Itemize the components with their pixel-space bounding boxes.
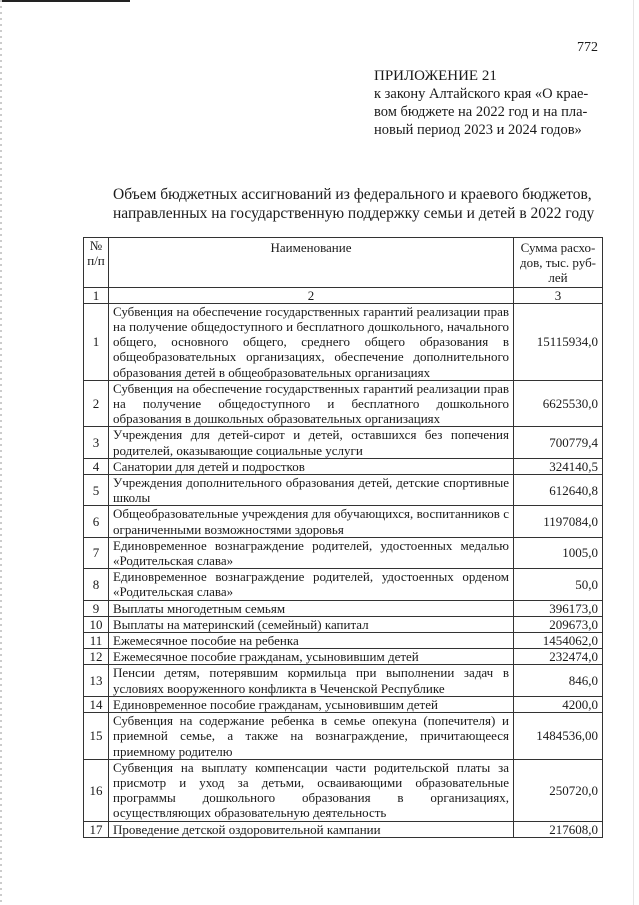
table-row [84, 380, 603, 427]
row-sum: 232474,0 [514, 649, 603, 665]
row-name: Единовременное вознаграждение родителей, удостоенных медалью «Родительская слава» [109, 537, 514, 568]
row-name: Ежемесячное пособие гражданам, усыновившим детей [109, 649, 514, 665]
row-sum: 324140,5 [514, 458, 603, 474]
row-name: Общеобразовательные учреждения для обучающихся, воспитанников с ограниченными возможностями здоровья [109, 506, 514, 537]
row-num: 2 [84, 380, 109, 427]
row-name: Субвенция на обеспечение государственных гарантий реализации прав на получение общедоступного и бесплатного дошкольного образования в дошкольных образовательных организациях [109, 380, 514, 427]
row-num: 6 [84, 506, 109, 537]
row-name: Пенсии детям, потерявшим кормильца при выполнении задач в условиях вооруженного конфликта в Чеченской Республике [109, 665, 514, 696]
table-row [84, 537, 603, 568]
document-title-line: направленных на государственную поддержку семьи и детей в 2022 году [113, 205, 595, 222]
row-num: 10 [84, 616, 109, 632]
allocations-table [83, 237, 603, 838]
table-row [84, 475, 603, 506]
table-row [84, 649, 603, 665]
column-index: 1 [84, 287, 109, 303]
scan-edge-right [633, 0, 634, 905]
row-num: 9 [84, 600, 109, 616]
table-header-row [84, 238, 603, 288]
table-row [84, 821, 603, 837]
row-num: 14 [84, 696, 109, 712]
table-row [84, 633, 603, 649]
appendix-title: ПРИЛОЖЕНИЕ 21 [374, 68, 497, 84]
row-num: 17 [84, 821, 109, 837]
row-num: 3 [84, 427, 109, 458]
document-title [113, 185, 613, 223]
table-row [84, 506, 603, 537]
table-row [84, 569, 603, 600]
row-sum: 250720,0 [514, 759, 603, 821]
row-sum: 1197084,0 [514, 506, 603, 537]
row-sum: 15115934,0 [514, 303, 603, 380]
scan-edge-left [0, 0, 2, 905]
page-number: 772 [577, 40, 598, 55]
appendix-line: вом бюджете на 2022 год и на пла- [374, 104, 588, 120]
header-sum: Сумма расхо-дов, тыс. руб-лей [514, 238, 603, 288]
row-num: 7 [84, 537, 109, 568]
table-row [84, 696, 603, 712]
column-index: 2 [109, 287, 514, 303]
header-name: Наименование [109, 238, 514, 288]
row-name: Санатории для детей и подростков [109, 458, 514, 474]
row-name: Выплаты на материнский (семейный) капитал [109, 616, 514, 632]
header-num: № п/п [84, 238, 109, 288]
scan-edge-top [0, 0, 130, 2]
row-num: 13 [84, 665, 109, 696]
row-num: 5 [84, 475, 109, 506]
table-row [84, 759, 603, 821]
appendix-block [374, 67, 588, 139]
row-sum: 612640,8 [514, 475, 603, 506]
row-num: 4 [84, 458, 109, 474]
row-name: Субвенция на обеспечение государственных гарантий реализации прав на получение общедоступного и бесплатного дошкольного, начального общего, основного общего, среднего общего образования в общеобразовательных организациях, обеспечение дополнительного образования детей в общеобразовательных организациях [109, 303, 514, 380]
row-sum: 4200,0 [514, 696, 603, 712]
table-row [84, 600, 603, 616]
row-num: 8 [84, 569, 109, 600]
row-sum: 6625530,0 [514, 380, 603, 427]
row-num: 16 [84, 759, 109, 821]
row-num: 12 [84, 649, 109, 665]
appendix-line: к закону Алтайского края «О крае- [374, 86, 589, 102]
row-name: Учреждения для детей-сирот и детей, оставшихся без попечения родителей, оказывающие социальные услуги [109, 427, 514, 458]
row-sum: 50,0 [514, 569, 603, 600]
table-row [84, 427, 603, 458]
row-name: Единовременное вознаграждение родителей, удостоенных орденом «Родительская слава» [109, 569, 514, 600]
table-row [84, 303, 603, 380]
row-name: Субвенция на выплату компенсации части родительской платы за присмотр и уход за детьми, осваивающими образовательные программы дошкольного образования в организациях, осуществляющих образовательную деятельность [109, 759, 514, 821]
column-index-row [84, 287, 603, 303]
row-name: Единовременное пособие гражданам, усыновившим детей [109, 696, 514, 712]
table-row [84, 616, 603, 632]
row-name: Субвенция на содержание ребенка в семье опекуна (попечителя) и приемной семье, а также на вознаграждение, причитающееся приемному родителю [109, 713, 514, 760]
row-sum: 846,0 [514, 665, 603, 696]
table-row [84, 665, 603, 696]
table-row [84, 713, 603, 760]
row-name: Учреждения дополнительного образования детей, детские спортивные школы [109, 475, 514, 506]
row-sum: 1454062,0 [514, 633, 603, 649]
row-sum: 700779,4 [514, 427, 603, 458]
appendix-line: новый период 2023 и 2024 годов» [374, 122, 582, 138]
row-num: 1 [84, 303, 109, 380]
row-name: Выплаты многодетным семьям [109, 600, 514, 616]
document-title-line: Объем бюджетных ассигнований из федерального и краевого бюджетов, [113, 186, 592, 203]
row-num: 11 [84, 633, 109, 649]
row-sum: 1484536,00 [514, 713, 603, 760]
row-sum: 396173,0 [514, 600, 603, 616]
row-name: Проведение детской оздоровительной кампании [109, 821, 514, 837]
row-sum: 209673,0 [514, 616, 603, 632]
row-num: 15 [84, 713, 109, 760]
table-row [84, 458, 603, 474]
row-sum: 1005,0 [514, 537, 603, 568]
row-name: Ежемесячное пособие на ребенка [109, 633, 514, 649]
column-index: 3 [514, 287, 603, 303]
row-sum: 217608,0 [514, 821, 603, 837]
